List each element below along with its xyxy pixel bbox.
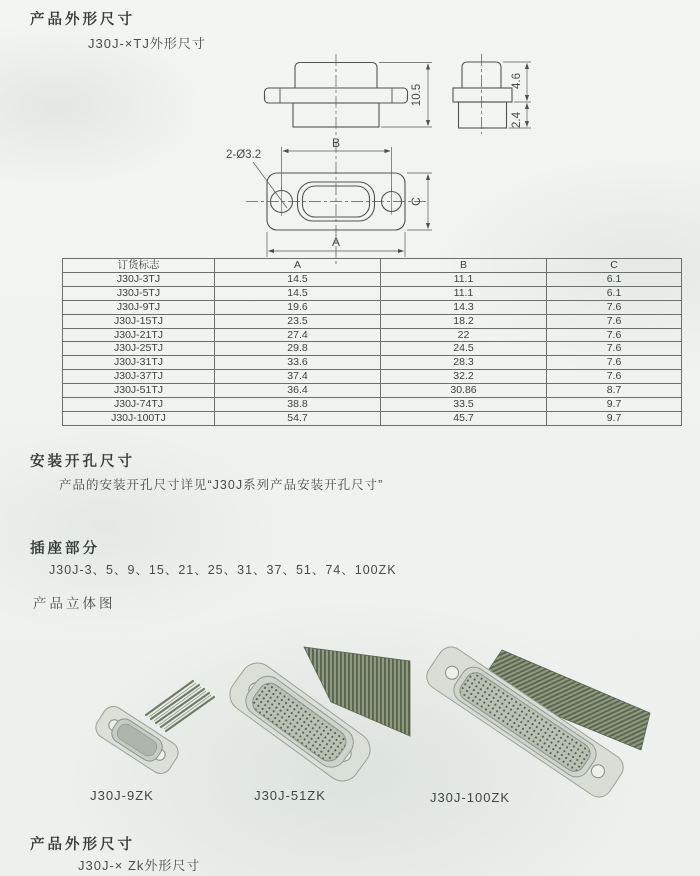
cell-c: 7.6 xyxy=(547,356,682,370)
table-row xyxy=(63,398,682,412)
cell-order-mark: J30J-100TJ xyxy=(63,411,215,425)
cell-c: 6.1 xyxy=(547,272,682,286)
cell-a: 38.8 xyxy=(215,398,381,412)
cell-a: 37.4 xyxy=(215,370,381,384)
cell-c: 9.7 xyxy=(547,398,682,412)
cell-order-mark: J30J-5TJ xyxy=(63,286,215,300)
dim-holes: 2-Ø3.2 xyxy=(226,149,262,161)
cell-a: 27.4 xyxy=(215,328,381,342)
cell-order-mark: J30J-25TJ xyxy=(63,342,215,356)
section-stereo-title: 产品立体图 xyxy=(33,596,116,611)
cell-b: 18.2 xyxy=(381,314,547,328)
table-row xyxy=(63,411,682,425)
section-socket-text: J30J-3、5、9、15、21、25、31、37、51、74、100ZK xyxy=(49,563,397,577)
dimension-labels xyxy=(226,73,523,249)
wire-bundle xyxy=(146,681,214,731)
col-header-c: C xyxy=(547,259,682,273)
cell-b: 11.1 xyxy=(381,286,547,300)
cell-order-mark: J30J-74TJ xyxy=(63,398,215,412)
cell-a: 14.5 xyxy=(215,286,381,300)
outline-dimension-drawing xyxy=(0,0,700,290)
table-row xyxy=(63,384,682,398)
cell-a: 36.4 xyxy=(215,384,381,398)
cell-order-mark: J30J-9TJ xyxy=(63,300,215,314)
cell-order-mark: J30J-21TJ xyxy=(63,328,215,342)
cell-order-mark: J30J-51TJ xyxy=(63,384,215,398)
section-mounting-title: 安装开孔尺寸 xyxy=(30,454,135,470)
cell-a: 14.5 xyxy=(215,272,381,286)
col-header-order-mark: 订货标志 xyxy=(63,259,215,273)
photo-j30j-51zk xyxy=(223,647,410,788)
table-row xyxy=(63,300,682,314)
section-mounting-text: 产品的安装开孔尺寸详见“J30J系列产品安装开孔尺寸” xyxy=(59,478,384,492)
col-header-b: B xyxy=(381,259,547,273)
dim-front-height: 10.5 xyxy=(411,83,423,107)
photo-j30j-9zk xyxy=(92,681,214,778)
dim-side-bottom: 2.4 xyxy=(511,112,523,128)
cell-c: 7.6 xyxy=(547,328,682,342)
section-outline-tj-subtitle: J30J-×TJ外形尺寸 xyxy=(88,36,206,51)
table-row xyxy=(63,286,682,300)
dim-side-top: 4.6 xyxy=(511,73,523,89)
cell-a: 23.5 xyxy=(215,314,381,328)
cell-b: 32.2 xyxy=(381,370,547,384)
cell-a: 29.8 xyxy=(215,342,381,356)
photo-label-51zk: J30J-51ZK xyxy=(254,788,326,803)
cell-c: 7.6 xyxy=(547,342,682,356)
cell-c: 7.6 xyxy=(547,370,682,384)
cell-order-mark: J30J-37TJ xyxy=(63,370,215,384)
side-body xyxy=(459,102,507,128)
dim-a: A xyxy=(331,235,341,249)
table-row xyxy=(63,328,682,342)
cell-c: 7.6 xyxy=(547,300,682,314)
cell-b: 30.86 xyxy=(381,384,547,398)
cell-c: 7.6 xyxy=(547,314,682,328)
cell-b: 45.7 xyxy=(381,411,547,425)
side-flange xyxy=(453,88,512,102)
col-header-a: A xyxy=(215,259,381,273)
section-outline-zk-subtitle: J30J-× Zk外形尺寸 xyxy=(78,858,201,873)
photo-label-9zk: J30J-9ZK xyxy=(90,788,154,803)
cell-b: 22 xyxy=(381,328,547,342)
cell-b: 11.1 xyxy=(381,272,547,286)
table-row xyxy=(63,272,682,286)
photo-label-100zk: J30J-100ZK xyxy=(429,790,511,805)
dim-b: B xyxy=(331,136,341,150)
section-outline-tj-title: 产品外形尺寸 xyxy=(30,12,135,28)
cell-order-mark: J30J-31TJ xyxy=(63,356,215,370)
cell-c: 6.1 xyxy=(547,286,682,300)
cell-b: 33.5 xyxy=(381,398,547,412)
cell-a: 19.6 xyxy=(215,300,381,314)
cell-b: 28.3 xyxy=(381,356,547,370)
dimension-table xyxy=(62,258,682,426)
table-row xyxy=(63,342,682,356)
cell-a: 54.7 xyxy=(215,411,381,425)
front-view xyxy=(265,54,408,136)
photo-j30j-100zk xyxy=(422,642,650,802)
table-row xyxy=(63,314,682,328)
section-socket-title: 插座部分 xyxy=(30,541,100,557)
table-row xyxy=(63,356,682,370)
table-row xyxy=(63,370,682,384)
section-outline-zk-title: 产品外形尺寸 xyxy=(30,837,135,853)
cell-order-mark: J30J-3TJ xyxy=(63,272,215,286)
cell-b: 24.5 xyxy=(381,342,547,356)
dim-c: C xyxy=(409,197,423,206)
cell-c: 9.7 xyxy=(547,411,682,425)
side-view xyxy=(453,54,512,134)
cell-a: 33.6 xyxy=(215,356,381,370)
table-header-row xyxy=(63,259,682,273)
cell-c: 8.7 xyxy=(547,384,682,398)
cell-order-mark: J30J-15TJ xyxy=(63,314,215,328)
cell-b: 14.3 xyxy=(381,300,547,314)
